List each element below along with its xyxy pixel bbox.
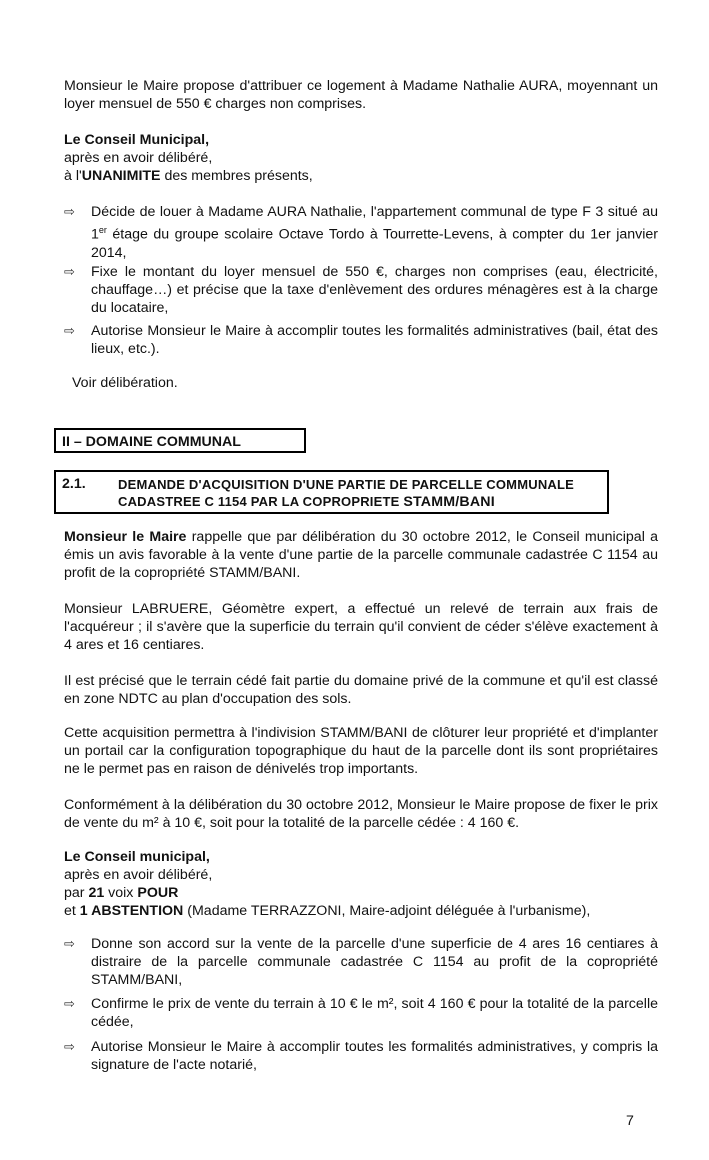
page-number: 7 [626,1113,634,1129]
bullet-text: Donne son accord sur la vente de la parcelle d'une superficie de 4 ares 16 centiares à distraire de la parcelle communale cadastrée C 1154 au profit de la copropriété STAMM/BANI, [91,936,658,988]
subsection-title-line-2: CADASTREE C 1154 PAR LA COPROPRIETE STAMM/BANI [118,494,495,510]
paragraph-domaine-prive: Il est précisé que le terrain cédé fait partie du domaine privé de la commune et qu'il est classé en zone NDTC au plan d'occupation des sols. [64,673,658,707]
bullet-item [64,935,658,989]
council-decision-block-2 [64,848,658,920]
section-title: II – DOMAINE COMMUNAL [62,434,241,450]
council-vote-pour: par 21 voix POUR [64,885,179,901]
subsection-number: 2.1. [62,476,86,492]
right-arrow-outline-icon: ⇨ [64,996,75,1011]
bullet-text: Autorise Monsieur le Maire à accomplir toutes les formalités administratives (bail, état des lieux, etc.). [91,323,658,357]
section-title-box [54,428,306,453]
paragraph-acquisition: Cette acquisition permettra à l'indivision STAMM/BANI de clôturer leur propriété et d'implanter un portail car la configuration topographique du haut de la parcelle dont ils sont propriétaires ne le permet pas en raison de dénivelés trop importants. [64,725,658,777]
paragraph-geometre: Monsieur LABRUERE, Géomètre expert, a effectué un relevé de terrain aux frais de l'acquéreur ; il s'avère que la superficie du terrain qu'il convient de céder s'élève exactement à 4 ares et 16 centiares. [64,601,658,653]
right-arrow-outline-icon: ⇨ [64,936,75,951]
right-arrow-outline-icon: ⇨ [64,323,75,338]
bullet-text: Fixe le montant du loyer mensuel de 550 €, charges non comprises (eau, électricité, chauffage…) et précise que la taxe d'enlèvement des ordures ménagères est à la charge du locataire, [91,264,658,316]
voir-deliberation: Voir délibération. [72,375,178,391]
right-arrow-outline-icon: ⇨ [64,264,75,279]
council-decision-block-1 [64,131,658,185]
subsection-title-line-1: DEMANDE D'ACQUISITION D'UNE PARTIE DE PARCELLE COMMUNALE [118,477,575,492]
council-heading: Le Conseil municipal, [64,849,210,865]
right-arrow-outline-icon: ⇨ [64,1039,75,1054]
bullet-item [64,263,658,317]
paragraph-prix: Conformément à la délibération du 30 octobre 2012, Monsieur le Maire propose de fixer le prix de vente du m² à 10 €, soit pour la totalité de la parcelle cédée : 4 160 €. [64,797,658,831]
council-deliberation-line: après en avoir délibéré, [64,150,213,166]
paragraph-maire-rappelle: Monsieur le Maire rappelle que par délibération du 30 octobre 2012, le Conseil municipal a émis un avis favorable à la vente d'une partie de la parcelle communale cadastrée C 1154 au profit de la copropriété STAMM/BANI. [64,529,658,581]
council-vote-line: à l'UNANIMITE des membres présents, [64,168,313,184]
council-deliberation-line: après en avoir délibéré, [64,867,213,883]
bullet-text: Autorise Monsieur le Maire à accomplir toutes les formalités administratives, y compris la signature de l'acte notarié, [91,1039,658,1073]
bullet-text: Confirme le prix de vente du terrain à 10 € le m², soit 4 160 € pour la totalité de la parcelle cédée, [91,996,658,1030]
bullet-item [64,203,658,261]
bullet-item [64,995,658,1031]
bullet-item [64,1038,658,1074]
subsection-title-box [54,470,609,514]
intro-paragraph: Monsieur le Maire propose d'attribuer ce logement à Madame Nathalie AURA, moyennant un loyer mensuel de 550 € charges non comprises. [64,78,658,112]
right-arrow-outline-icon: ⇨ [64,204,75,219]
bullet-item [64,322,658,358]
council-heading: Le Conseil Municipal, [64,132,210,148]
bullet-text: Décide de louer à Madame AURA Nathalie, l'appartement communal de type F 3 situé au 1er étage du groupe scolaire Octave Tordo à Tourrette-Levens, à compter du 1er janvier 2014, [91,204,658,261]
council-vote-abstention: et 1 ABSTENTION (Madame TERRAZZONI, Maire-adjoint déléguée à l'urbanisme), [64,903,591,919]
